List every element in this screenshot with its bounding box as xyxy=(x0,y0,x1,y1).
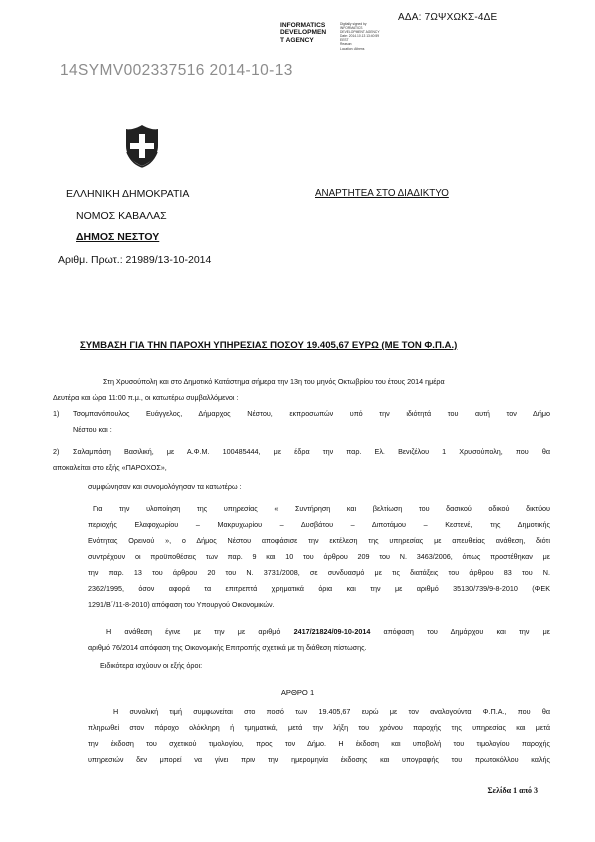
contract-title: ΣΥΜΒΑΣΗ ΓΙΑ ΤΗΝ ΠΑΡΟΧΗ ΥΠΗΡΕΣΙΑΣ ΠΟΣΟΥ 19.405,67 ΕΥΡΩ (ΜΕ ΤΟΝ Φ.Π.Α.) xyxy=(80,340,458,351)
signature-detail-line: EEST xyxy=(340,38,349,43)
signature-detail-line: DEVELOPMENT AGENCY xyxy=(340,30,380,35)
paragraph-line: Ενότητας Ορεινού », ο Δήμος Νέστου αποφάσισε την εκτέλεση της υπηρεσίας με απευθείας ανάθεση, διότι xyxy=(88,536,550,545)
header-republic: ΕΛΛΗΝΙΚΗ ΔΗΜΟΚΡΑΤΙΑ xyxy=(66,188,190,200)
decision-number: 2417/21824/09-10-2014 xyxy=(293,627,371,636)
service-paragraph xyxy=(88,501,550,517)
party-two-line: αποκαλείται στο εξής «ΠΑΡΟΧΟΣ», xyxy=(53,463,167,472)
signature-org-line: DEVELOPMEN xyxy=(280,29,327,37)
award-paragraph xyxy=(53,624,550,656)
signature-detail-line: Date: 2014.10.13 13:40:59 xyxy=(340,34,380,39)
paragraph-line: υπηρεσιών δεν μπορεί να γίνει πριν την ημερομηνία έκδοσης και υπογραφής του πρωτοκόλλου καλής xyxy=(88,755,550,764)
party-one xyxy=(53,406,550,438)
header-prefecture: ΝΟΜΟΣ ΚΑΒΑΛΑΣ xyxy=(76,210,167,222)
paragraph-line: περιοχής Ελαφοχωρίου – Μακρυχωρίου – Δυσβάτου – Διποτάμου – Κεστενέ, της Δημοτικής xyxy=(88,520,550,529)
article-one-paragraph xyxy=(53,704,550,768)
header-publish-notice: ΑΝΑΡΤΗΤΕΑ ΣΤΟ ΔΙΑΔΙΚΤΥΟ xyxy=(315,188,449,199)
signature-details xyxy=(340,22,390,51)
signature-organization xyxy=(280,22,326,44)
paragraph-line xyxy=(53,624,550,640)
paragraph-line: 2362/1995, όσον αφορά τα επιτρεπτά χρηματικά όρια και την με αριθμό 35130/739/9-8-2010 (ΦΕΚ xyxy=(88,584,550,593)
party-one-line: Νέστου και : xyxy=(73,425,112,434)
signature-detail-line: Digitally signed by xyxy=(340,22,367,26)
paragraph-line: 1291/Β΄/11-8-2010) απόφαση του Υπουργού Οικονομικών. xyxy=(88,600,275,609)
article-one-title: ΑΡΘΡΟ 1 xyxy=(280,688,315,697)
party-two-line: Σαλαμπάση Βασιλική, με Α.Φ.Μ. 100485444, με έδρα την παρ. Ελ. Βενιζέλου 1 Χρυσούπολη, που θα xyxy=(73,447,550,456)
paragraph-line: αριθμό 76/2014 απόφαση της Οικονομικής Επιτροπής σχετικά με τη διάθεση πίστωσης. xyxy=(88,643,367,652)
paragraph-line: Για την υλοποίηση της υπηρεσίας « Συντήρηση και βελτίωση του δασικού οδικού δικτύου xyxy=(93,504,550,513)
paragraph-line: πληρωθεί στον πάροχο ολόκληρη ή τμηματικά, μετά την λήξη του χρόνου παροχής της υπηρεσίας και μετά xyxy=(88,723,550,732)
paragraph-line: Η συνολική τιμή συμφωνείται στο ποσό των 19.405,67 ευρώ με τον αναλογούντα Φ.Π.Α., που θα xyxy=(113,707,550,716)
signature-org-line: T AGENCY xyxy=(280,36,314,44)
paragraph-line: την έκδοση του σχετικού τιμολογίου, προς τον Δήμο. Η έκδοση και υποβολή του τιμολογίου παροχής xyxy=(88,739,550,748)
intro-line: Στη Χρυσούπολη και στο Δημοτικό Κατάστημα σήμερα την 13η του μηνός Οκτωβρίου του έτους 2014 ημέρα xyxy=(103,377,445,386)
header-protocol-number: Αριθμ. Πρωτ.: 21989/13-10-2014 xyxy=(58,254,212,266)
terms-line: Ειδικότερα ισχύουν οι εξής όροι: xyxy=(100,661,203,670)
coat-of-arms-icon xyxy=(122,122,162,168)
page-number: Σελίδα 1 από 3 xyxy=(487,786,538,795)
signature-org-line: INFORMATICS xyxy=(280,22,326,29)
party-one-line: Τσομπανόπουλος Ευάγγελος, Δήμαρχος Νέστου, εκπροσωπών υπό την ιδιότητά του αυτή τον Δήμο xyxy=(73,409,550,418)
paragraph-line: συντρέχουν οι προϋποθέσεις των παρ. 9 και 10 του άρθρου 209 του Ν. 3463/2006, όπως προστέθηκαν με xyxy=(88,552,550,561)
intro-paragraph xyxy=(53,374,550,406)
signature-detail-line: Reason: xyxy=(340,42,353,47)
signature-detail-line: Location: Athens xyxy=(340,46,365,51)
award-text: απόφαση του Δημάρχου και την με xyxy=(370,627,551,636)
document-id: 14SYMV002337516 2014-10-13 xyxy=(60,62,293,79)
party-one-number: 1) xyxy=(53,409,60,418)
header-municipality: ΔΗΜΟΣ ΝΕΣΤΟΥ xyxy=(76,231,160,243)
intro-line: Δευτέρα και ώρα 11:00 π.μ., οι κατωτέρω συμβαλλόμενοι : xyxy=(53,393,239,402)
agreed-line: συμφώνησαν και συνομολόγησαν τα κατωτέρω : xyxy=(88,482,242,491)
signature-detail-line: INFORMATICS xyxy=(340,26,363,31)
paragraph-line: την παρ. 13 του άρθρου 20 του Ν. 3731/2008, σε συνδυασμό με τις διατάξεις του άρθρου 83 του Ν. xyxy=(88,568,550,577)
party-two-number: 2) xyxy=(53,447,60,456)
ada-code: ΑΔΑ: 7ΩΨΧΩΚΣ-4ΔΕ xyxy=(398,12,498,23)
service-paragraph-continued xyxy=(53,517,550,613)
party-two xyxy=(53,444,550,476)
award-text: Η ανάθεση έγινε με την με αριθμό xyxy=(106,627,294,636)
